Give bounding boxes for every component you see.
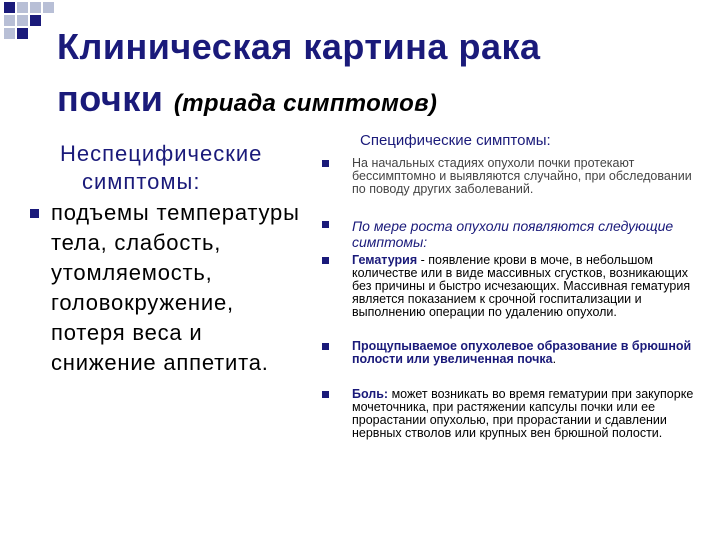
deco-square — [4, 28, 15, 39]
heading-line1: Неспецифические — [60, 141, 263, 166]
bullet-square-icon — [30, 209, 39, 218]
heading-line2: симптомы: — [82, 169, 201, 194]
deco-square — [4, 2, 15, 13]
specific-symptoms — [320, 132, 700, 440]
item-text: может возникать во время гематурии при закупорке мочеточника, при растяжении капсулы почки или ее прорастании опухолью, при прорастании и сдавлении нервных стволов или крупных вен брюшной полости. — [352, 387, 694, 440]
deco-square — [4, 15, 15, 26]
deco-square — [17, 28, 28, 39]
item-text: По мере роста опухоли появляются следующие симптомы: — [352, 218, 674, 250]
nonspecific-symptoms — [30, 140, 310, 378]
item-term: Гематурия — [352, 253, 418, 267]
page-title-line2 — [57, 78, 437, 120]
list-item — [320, 340, 700, 366]
item-term: Боль: — [352, 387, 389, 401]
list-item — [320, 218, 700, 250]
list-item — [30, 198, 310, 378]
title-subtitle: (триада симптомов) — [173, 90, 438, 117]
bullet-square-icon — [322, 160, 329, 167]
deco-square — [30, 15, 41, 26]
bullet-square-icon — [322, 221, 329, 228]
item-text: На начальных стадиях опухоли почки протекают бессимптомно и выявляются случайно, при обследовании по поводу других заболеваний. — [352, 156, 692, 196]
item-text: - появление крови в моче, в небольшом количестве или в виде массивных сгустков, возникающих без причины и быстро исчезающих. Массивная гематурия является показанием к срочной госпитализации и выполнению операции по удалению опухоли. — [352, 253, 691, 319]
deco-square — [30, 2, 41, 13]
deco-square — [17, 15, 28, 26]
page-title: Клиническая картина рака — [57, 26, 541, 67]
bullet-square-icon — [322, 343, 329, 350]
item-term: Прощупываемое опухолевое образование в брюшной полости или увеличенная почка — [352, 339, 692, 366]
item-text: . — [552, 352, 557, 366]
bullet-square-icon — [322, 391, 329, 398]
specific-heading: Специфические симптомы: — [360, 132, 551, 149]
list-item — [320, 388, 700, 440]
list-item — [320, 254, 700, 319]
nonspecific-heading — [30, 140, 310, 196]
deco-square — [43, 2, 54, 13]
nonspecific-text: подъемы температуры тела, слабость, утомляемость, головокружение, потеря веса и снижение аппетита. — [51, 200, 300, 375]
deco-square — [17, 2, 28, 13]
list-item — [320, 157, 700, 196]
bullet-square-icon — [322, 257, 329, 264]
title-main: почки — [57, 78, 164, 119]
